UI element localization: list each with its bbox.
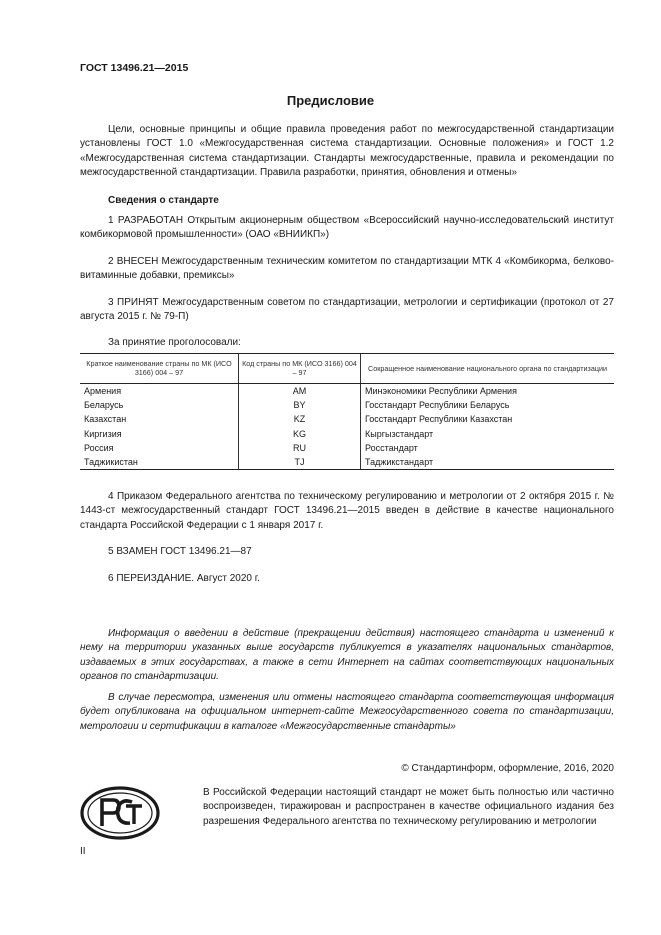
item-replaces: 5 ВЗАМЕН ГОСТ 13496.21—87 [108, 546, 252, 557]
voted-caption: За принятие проголосовали: [108, 337, 241, 348]
country-cell: Россия [84, 442, 114, 453]
body-cell: Минэкономики Республики Армения [361, 384, 615, 399]
code-cell: TJ [239, 455, 361, 470]
notice-introduction: Информация о введении в действие (прекращении действия) настоящего стандарта и изменений к нему на территории указанных выше государств публикуется в указателях национальных стандартов, издаваемых в этих государствах, а также в сети Интернет на сайтах соответствующих национальных органов по стандартизации. [80, 628, 614, 683]
page-number: II [80, 846, 86, 857]
item-developed: 1 РАЗРАБОТАН Открытым акционерным обществом «Всероссийский научно-исследовательский институт комбикормовой промышленности» (ОАО «ВНИИКП») [80, 215, 614, 241]
country-cell: Таджикистан [80, 455, 239, 470]
copyright-line: © Стандартинформ, оформление, 2016, 2020 [401, 763, 614, 774]
table-header-row [80, 354, 614, 384]
page-title: Предисловие [286, 93, 375, 108]
rights-notice: В Российской Федерации настоящий стандарт не может быть полностью или частично воспроизведен, тиражирован и распространен в качестве официального издания без разрешения Федерального агентства по техническому регулированию и метрологии [203, 787, 614, 827]
country-cell: Казахстан [84, 414, 127, 425]
country-cell: Армения [84, 386, 122, 396]
code-cell: RU [239, 441, 361, 455]
body-cell: Госстандарт Республики Казахстан [361, 412, 615, 426]
country-cell: Беларусь [84, 400, 124, 411]
item-order: 4 Приказом Федерального агентства по техническому регулированию и метрологии от 2 октября 2015 г. № 1443-ст межгосударственный стандарт ГОСТ 13496.21—2015 введен в действие в качестве национального стандарта Российской Федерации с 1 января 2017 г. [80, 491, 614, 531]
column-header-country: Краткое наименование страны по МК (ИСО 3166) 004 – 97 [80, 354, 239, 384]
table-row [80, 384, 614, 399]
notice-revision: В случае пересмотра, изменения или отмены настоящего стандарта соответствующая информация будет опубликована на официальном интернет-сайте Межгосударственного совета по стандартизации, метрологии и сертификации в каталоге «Межгосударственные стандарты» [80, 692, 614, 732]
column-header-code: Код страны по МК (ИСО 3166) 004 – 97 [239, 354, 361, 384]
standard-code-header: ГОСТ 13496.21—2015 [80, 62, 189, 74]
item-reissue: 6 ПЕРЕИЗДАНИЕ. Август 2020 г. [108, 573, 260, 584]
rst-logo-icon [80, 786, 160, 840]
code-cell: BY [239, 398, 361, 412]
code-cell: KG [239, 427, 361, 441]
body-cell: Таджикстандарт [361, 455, 615, 470]
item-adopted: 3 ПРИНЯТ Межгосударственным советом по стандартизации, метрологии и сертификации (протокол от 27 августа 2015 г. № 79-П) [80, 297, 614, 323]
column-header-body: Сокращенное наименование национального органа по стандартизации [361, 354, 615, 384]
code-cell: AM [239, 384, 361, 399]
table-row [80, 427, 614, 441]
intro-paragraph: Цели, основные принципы и общие правила проведения работ по межгосударственной стандартизации установлены ГОСТ 1.0 «Межгосударственная система стандартизации. Основные положения» и ГОСТ 1.2 «Межгосударственная система стандартизации. Стандарты межгосударственные, правила и рекомендации по межгосударственной стандартизации. Правила разработки, принятия, обновления и отмены» [80, 124, 614, 179]
body-cell: Кыргызстандарт [361, 427, 615, 441]
item-introduced: 2 ВНЕСЕН Межгосударственным техническим комитетом по стандартизации МТК 4 «Комбикорма, белково-витаминные добавки, премиксы» [80, 256, 614, 282]
table-row [80, 398, 614, 412]
table-row [80, 455, 614, 470]
code-cell: KZ [239, 412, 361, 426]
body-cell: Росстандарт [361, 441, 615, 455]
country-cell: Киргизия [84, 428, 122, 439]
table-row [80, 441, 614, 455]
table-row [80, 412, 614, 426]
voting-table [80, 353, 614, 470]
body-cell: Госстандарт Республики Беларусь [361, 398, 615, 412]
section-heading: Сведения о стандарте [108, 195, 219, 206]
